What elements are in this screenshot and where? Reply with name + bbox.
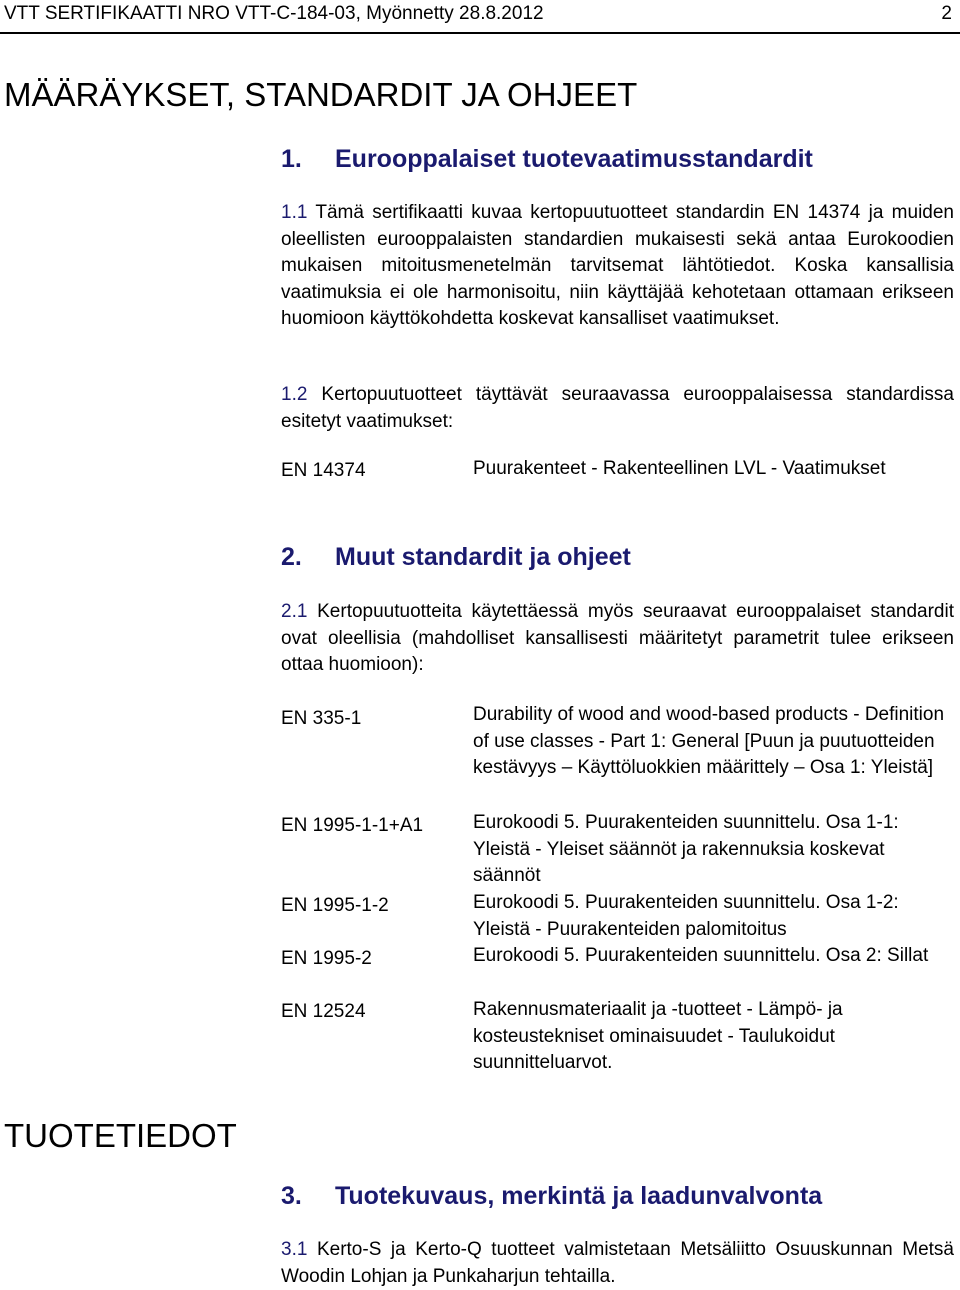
section-title-product: TUOTETIEDOT (4, 1117, 237, 1154)
standard-description: Eurokoodi 5. Puurakenteiden suunnittelu. Osa 1-1: Yleistä - Yleiset säännöt ja rakennuksia koskevat säännöt (473, 812, 899, 886)
heading-3 (281, 1182, 822, 1211)
heading-1-title: Eurooppalaiset tuotevaatimusstandardit (335, 145, 813, 173)
paragraph-1-2-number: 1.2 (281, 384, 308, 405)
paragraph-2-1 (281, 599, 954, 679)
paragraph-1-1-number: 1.1 (281, 202, 308, 223)
standard-description: Puurakenteet - Rakenteellinen LVL - Vaatimukset (473, 458, 886, 479)
paragraph-2-1-number: 2.1 (281, 601, 308, 622)
standard-code: EN 14374 (281, 460, 366, 481)
standard-description: Durability of wood and wood-based products - Definition of use classes - Part 1: General [Puun ja puutuotteiden kestävyys – Käyttöluokkien määrittely – Osa 1: Yleistä] (473, 704, 945, 778)
standard-code: EN 12524 (281, 1001, 366, 1022)
heading-1 (281, 145, 813, 174)
page-number: 2 (941, 3, 952, 24)
standard-code: EN 335-1 (281, 708, 362, 729)
paragraph-1-1 (281, 200, 954, 333)
heading-2-title: Muut standardit ja ohjeet (335, 543, 631, 571)
header-rule (0, 32, 960, 34)
paragraph-1-1-text: Tämä sertifikaatti kuvaa kertopuutuotteet standardin EN 14374 ja muiden oleellisten eurooppalaisten standardien mukaisesti sekä antaa Eurokoodien mukaisen mitoitusmenetelmän tarvitsemat lähtötiedot. Koska kansallisia vaatimuksia ei ole harmonisoitu, niin käyttäjää kehotetaan ottamaan erikseen huomioon käyttökohdetta koskevat kansalliset vaatimukset. (281, 202, 954, 329)
section-title-regulations: MÄÄRÄYKSET, STANDARDIT JA OHJEET (4, 76, 638, 113)
standard-description: Eurokoodi 5. Puurakenteiden suunnittelu. Osa 1-2: Yleistä - Puurakenteiden palomitoitus (473, 892, 899, 940)
heading-2 (281, 543, 631, 572)
heading-1-number: 1. (281, 145, 302, 173)
standard-description: Eurokoodi 5. Puurakenteiden suunnittelu. Osa 2: Sillat (473, 945, 929, 966)
standard-code: EN 1995-2 (281, 948, 372, 969)
paragraph-3-1-number: 3.1 (281, 1239, 308, 1260)
paragraph-1-2 (281, 382, 954, 435)
paragraph-3-1-text: Kerto-S ja Kerto-Q tuotteet valmistetaan Metsäliitto Osuuskunnan Metsä Woodin Lohjan ja Punkaharjun tehtailla. (281, 1239, 954, 1287)
paragraph-3-1 (281, 1237, 954, 1290)
heading-3-title: Tuotekuvaus, merkintä ja laadunvalvonta (335, 1182, 823, 1210)
heading-3-number: 3. (281, 1182, 302, 1210)
header-text: VTT SERTIFIKAATTI NRO VTT-C-184-03, Myönnetty 28.8.2012 (4, 3, 544, 24)
heading-2-number: 2. (281, 543, 302, 571)
standard-code: EN 1995-1-1+A1 (281, 815, 424, 836)
standard-description: Rakennusmateriaalit ja -tuotteet - Lämpö- ja kosteustekniset ominaisuudet - Taulukoidut suunnitteluarvot. (473, 999, 843, 1073)
standard-code: EN 1995-1-2 (281, 895, 389, 916)
paragraph-1-2-text: Kertopuutuotteet täyttävät seuraavassa eurooppalaisessa standardissa esitetyt vaatimukset: (281, 384, 954, 432)
paragraph-2-1-text: Kertopuutuotteita käytettäessä myös seuraavat eurooppalaiset standardit ovat oleellisia (mahdolliset kansallisesti määritetyt parametrit tulee erikseen ottaa huomioon): (281, 601, 954, 675)
page-header (4, 3, 952, 25)
